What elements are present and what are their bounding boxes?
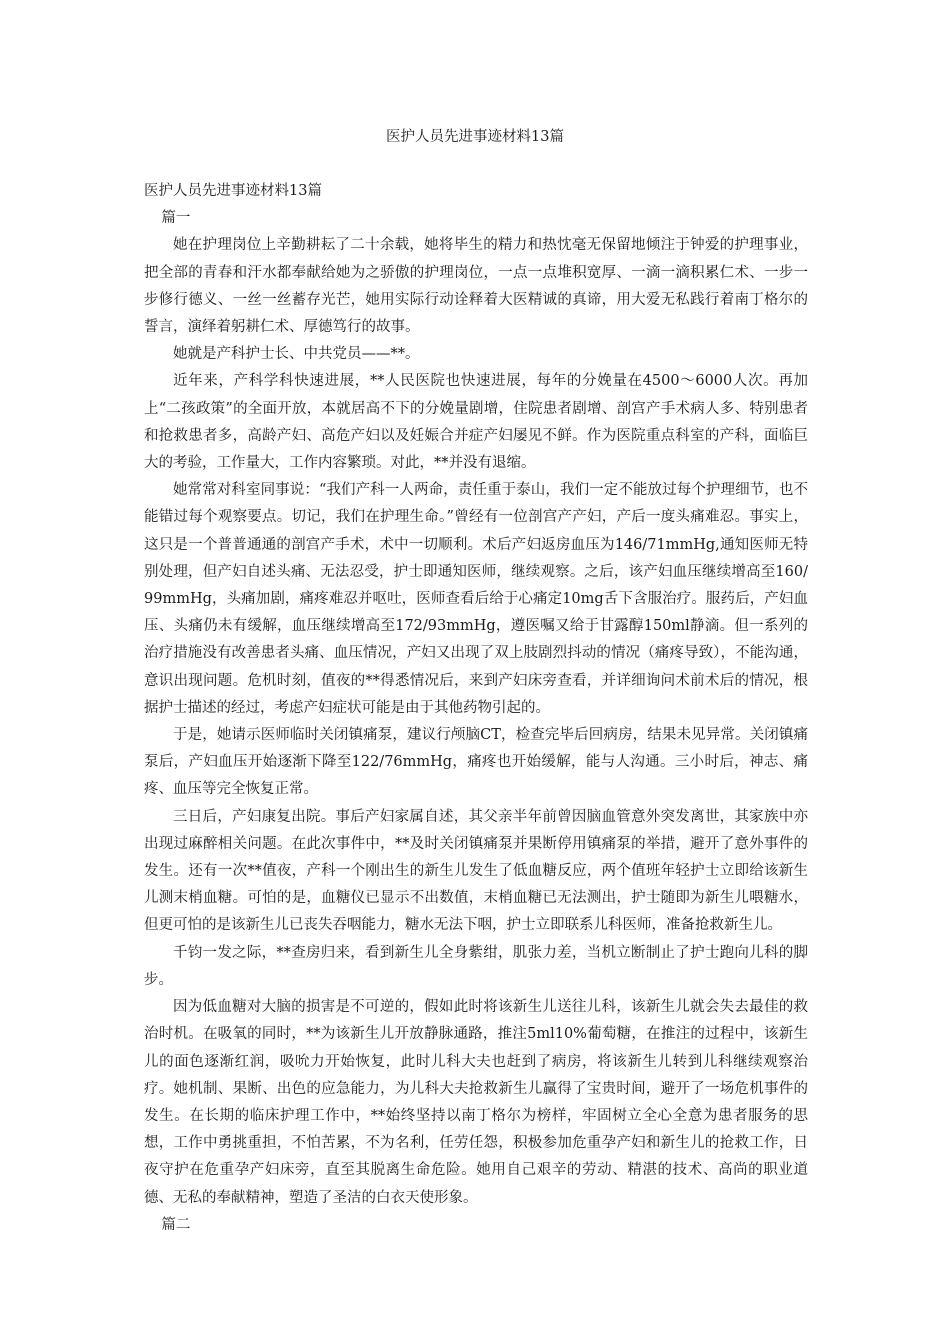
paragraph-8: 因为低血糖对大脑的损害是不可逆的，假如此时将该新生儿送往儿科，该新生儿就会失去最佳的救治时机。在吸氧的同时，**为该新生儿开放静脉通路，推注5ml10%葡萄糖，在推注的过程中，该新生儿的面色逐渐红润，吸吮力开始恢复，此时儿科大夫也赶到了病房，将该新生儿转到儿科继续观察治疗。她机制、果断、出色的应急能力，为儿科大夫抢救新生儿赢得了宝贵时间，避开了一场危机事件的发生。在长期的临床护理工作中，**始终坚持以南丁格尔为榜样，牢固树立全心全意为患者服务的思想，工作中勇挑重担，不怕苦累，不为名利，任劳任怨，积极参加危重孕产妇和新生儿的抢救工作，日夜守护在危重孕产妇床旁，直至其脱离生命危险。她用自己艰辛的劳动、精湛的技术、高尚的职业道德、无私的奉献精神，塑造了圣洁的白衣天使形象。	[144, 999, 808, 1206]
paragraph-3: 近年来，产科学科快速进展，**人民医院也快速进展，每年的分娩量在4500～6000人次。再加上“二孩政策”的全面开放，本就居高不下的分娩量剧增，住院患者剧增、剖宫产手术病人多、特别患者和抢救患者多，高龄产妇、高危产妇以及妊娠合并症产妇屡见不鲜。作为医院重点科室的产科，面临巨大的考验，工作量大，工作内容繁琐。对此，**并没有退缩。	[144, 373, 808, 472]
paragraph-6: 三日后，产妇康复出院。事后产妇家属自述，其父亲半年前曾因脑血管意外突发离世，其家族中亦出现过麻醉相关问题。在此次事件中，**及时关闭镇痛泵并果断停用镇痛泵的举措，避开了意外事件的发生。还有一次**值夜，产科一个刚出生的新生儿发生了低血糖反应，两个值班年轻护士立即给该新生儿测末梢血糖。可怕的是，血糖仪已显示不出数值，末梢血糖已无法测出，护士随即为新生儿喂糖水，但更可怕的是该新生儿已丧失吞咽能力，糖水无法下咽，护士立即联系儿科医师，准备抢救新生儿。	[144, 808, 808, 934]
section-one-label: 篇一	[161, 210, 191, 227]
paragraph-2: 她就是产科护士长、中共党员——**。	[173, 346, 420, 363]
document-title: 医护人员先进事迹材料13篇	[386, 129, 564, 145]
document-heading: 医护人员先进事迹材料13篇	[144, 183, 322, 199]
section-two-label: 篇二	[161, 1216, 191, 1233]
paragraph-7: 千钧一发之际，**查房归来，看到新生儿全身紫绀，肌张力差，当机立断制止了护士跑向儿科的脚步。	[144, 944, 808, 988]
paragraph-4: 她常常对科室同事说：“我们产科一人两命，责任重于泰山，我们一定不能放过每个护理细节，也不能错过每个观察要点。切记，我们在护理生命。”曾经有一位剖宫产产妇，产后一度头痛难忍。事实上，这只是一个普普通通的剖宫产手术，术中一切顺利。术后产妇返房血压为146/71mmHg,通知医师无特别处理，但产妇自述头痛、无法忍受，护士即通知医师，继续观察。之后，该产妇血压继续增高至160/99mmHg，头痛加剧，痛疼难忍并呕吐，医师查看后给于心痛定10mg舌下含服治疗。服药后，产妇血压、头痛仍未有缓解，血压继续增高至172/93mmHg，遵医嘱又给于甘露醇150ml静滴。但一系列的治疗措施没有改善患者头痛、血压情况，产妇又出现了双上肢剧烈抖动的情况（痛疼导致），不能沟通，意识出现问题。危机时刻，值夜的**得悉情况后，来到产妇床旁查看，并详细询问术前术后的情况，根据护士描述的经过，考虑产妇症状可能是由于其他药物引起的。	[144, 482, 808, 716]
paragraph-5: 于是，她请示医师临时关闭镇痛泵，建议行颅脑CT，检查完毕后回病房，结果未见异常。关闭镇痛泵后，产妇血压开始逐渐下降至122/76mmHg，痛疼也开始缓解，能与人沟通。三小时后，神志、痛疼、血压等完全恢复正常。	[144, 727, 808, 798]
document-body	[144, 178, 808, 1239]
paragraph-1: 她在护理岗位上辛勤耕耘了二十余载，她将毕生的精力和热忱毫无保留地倾注于钟爱的护理事业，把全部的青春和汗水都奉献给她为之骄傲的护理岗位，一点一点堆积宽厚、一滴一滴积累仁术、一步一步修行德义、一丝一丝蓄存光芒，她用实际行动诠释着大医精诚的真谛，用大爱无私践行着南丁格尔的誓言，演绎着躬耕仁术、厚德笃行的故事。	[144, 237, 808, 336]
